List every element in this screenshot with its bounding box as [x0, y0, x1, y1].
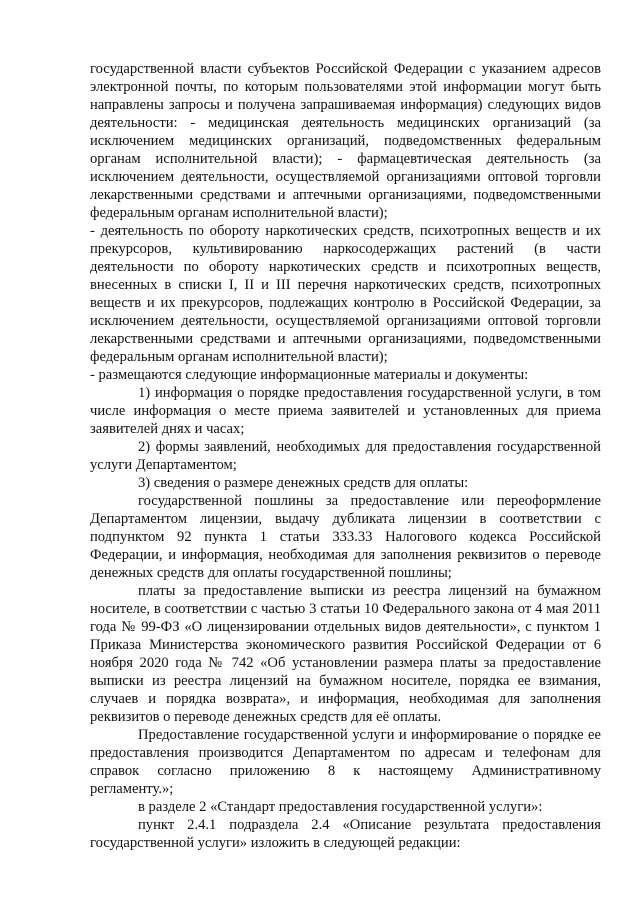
paragraph: - деятельность по обороту наркотических средств, психотропных веществ и их прекурсоров, культивированию наркосодержащих растений (в части деятельности по обороту наркотических средств и психотропных веществ, внесенных в списки I, II и III перечня наркотических средств, психотропных веществ и их прекурсоров, подлежащих контролю в Российской Федерации, за исключением деятельности, осуществляемой организациями оптовой торговли лекарственными средствами и аптечными организациями, подведомственными федеральным органам исполнительной власти);: [90, 223, 601, 365]
document-page: [90, 60, 601, 852]
paragraph: в разделе 2 «Стандарт предоставления государственной услуги»:: [138, 799, 543, 815]
paragraph: государственной пошлины за предоставление или переоформление Департаментом лицензии, выдачу дубликата лицензии в соответствии с подпунктом 92 пункта 1 статьи 333.33 Налогового кодекса Российской Федерации, и информация, необходимая для заполнения реквизитов о переводе денежных средств для оплаты государственной пошлины;: [90, 493, 601, 581]
paragraph: - размещаются следующие информационные материалы и документы:: [90, 367, 529, 383]
paragraph: пункт 2.4.1 подраздела 2.4 «Описание результата предоставления государственной услуги» изложить в следующей редакции:: [90, 817, 601, 851]
paragraph: 1) информация о порядке предоставления государственной услуги, в том числе информация о месте приема заявителей и установленных для приема заявителей днях и часах;: [90, 385, 601, 437]
paragraph: Предоставление государственной услуги и информирование о порядке ее предоставления производится Департаментом по адресам и телефонам для справок согласно приложению 8 к настоящему Административному регламенту.»;: [90, 727, 601, 797]
paragraph: 3) сведения о размере денежных средств для оплаты:: [138, 475, 469, 491]
paragraph: платы за предоставление выписки из реестра лицензий на бумажном носителе, в соответствии с частью 3 статьи 10 Федерального закона от 4 мая 2011 года № 99-ФЗ «О лицензировании отдельных видов деятельности», с пунктом 1 Приказа Министерства экономического развития Российской Федерации от 6 ноября 2020 года № 742 «Об установлении размера платы за предоставление выписки из реестра лицензий на бумажном носителе, порядка ее взимания, случаев и порядка возврата», и информация, необходимая для заполнения реквизитов о переводе денежных средств для её оплаты.: [90, 583, 601, 725]
paragraph: государственной власти субъектов Российской Федерации с указанием адресов электронной почты, по которым пользователями этой информации могут быть направлены запросы и получена запрашиваемая информация) следующих видов деятельности: - медицинская деятельность медицинских организаций (за исключением медицинских организаций, подведомственных федеральным органам исполнительной власти); - фармацевтическая деятельность (за исключением деятельности, осуществляемой организациями оптовой торговли лекарственными средствами и аптечными организациями, подведомственными федеральным органам исполнительной власти);: [90, 61, 601, 221]
paragraph: 2) формы заявлений, необходимых для предоставления государственной услуги Департаментом;: [90, 439, 601, 473]
